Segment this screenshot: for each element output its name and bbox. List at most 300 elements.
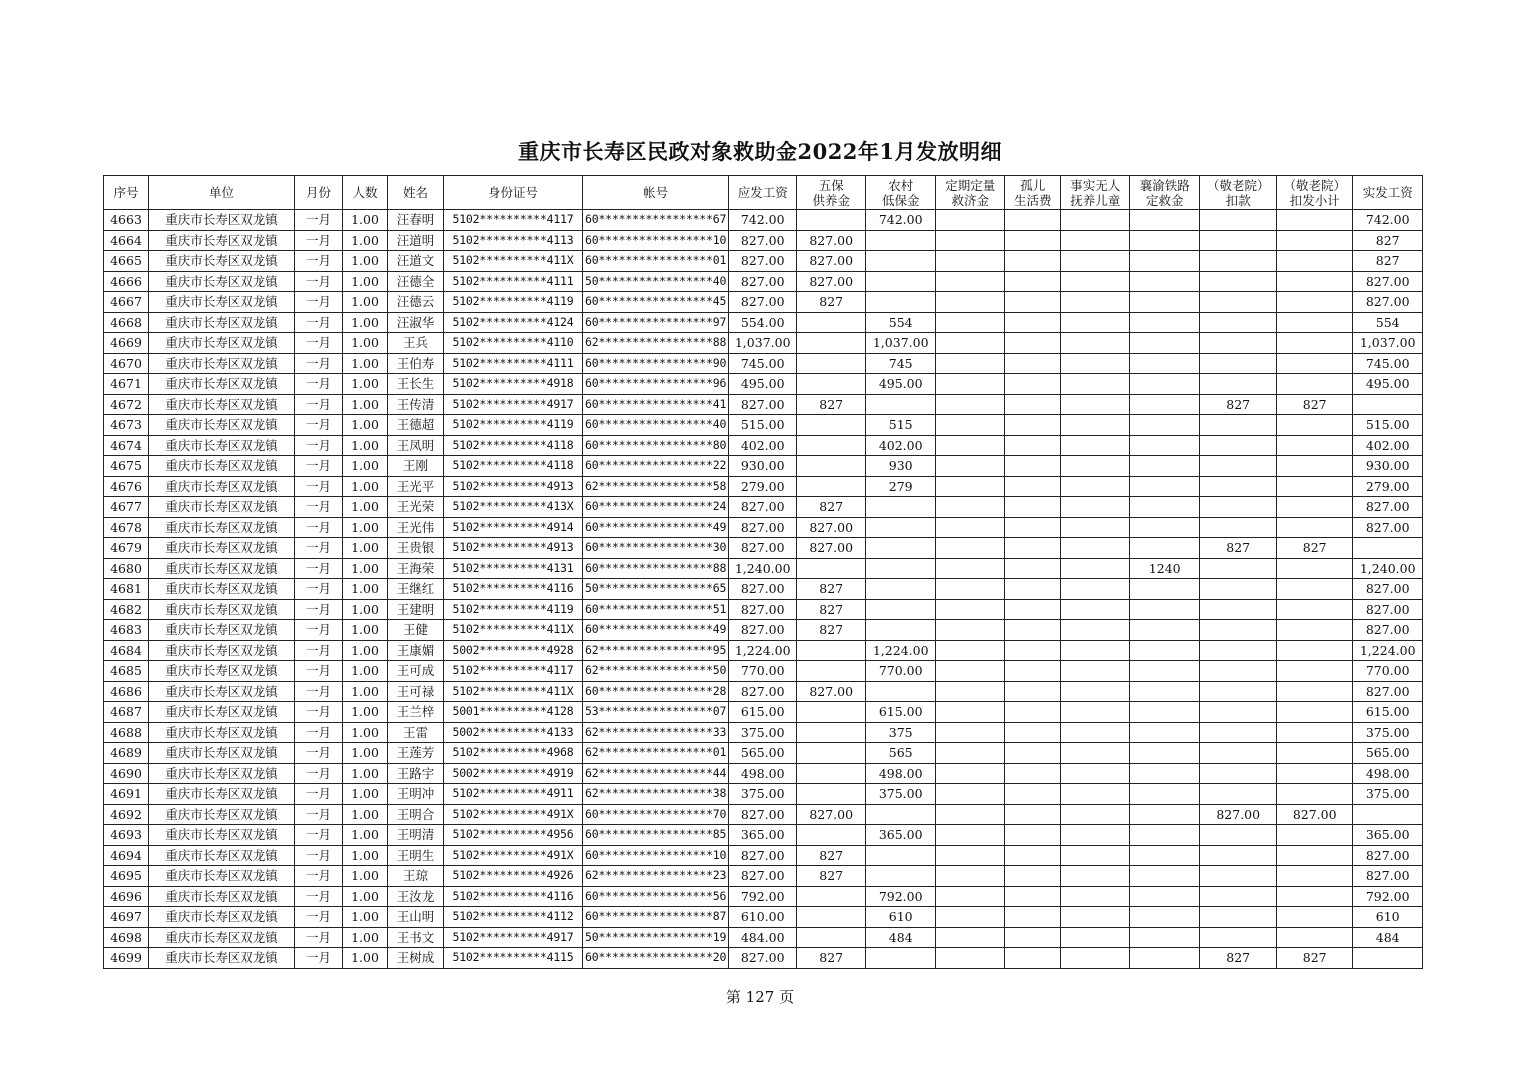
cell-col-actual-pay: 827.00 — [1353, 292, 1423, 313]
cell-col-month: 一月 — [295, 599, 343, 620]
cell-col-actual-pay: 402.00 — [1353, 435, 1423, 456]
cell-col-unit: 重庆市长寿区双龙镇 — [149, 517, 295, 538]
cell-col-payable: 827.00 — [729, 517, 797, 538]
cell-col-month: 一月 — [295, 558, 343, 579]
cell-col-unit: 重庆市长寿区双龙镇 — [149, 886, 295, 907]
cell-col-actual-pay: 375.00 — [1353, 784, 1423, 805]
cell-col-five-guarantee: 827.00 — [797, 804, 866, 825]
cell-col-count: 1.00 — [343, 394, 388, 415]
cell-col-month: 一月 — [295, 722, 343, 743]
cell-col-railway-relief — [1130, 599, 1200, 620]
cell-col-name: 王海荣 — [388, 558, 444, 579]
cell-col-five-guarantee: 827.00 — [797, 681, 866, 702]
cell-col-rural-subsistence: 375.00 — [866, 784, 936, 805]
cell-col-nursing-deduction — [1200, 210, 1277, 231]
cell-col-nursing-withheld — [1277, 251, 1353, 272]
cell-col-account: 60*****************10 — [583, 845, 729, 866]
cell-col-railway-relief — [1130, 312, 1200, 333]
cell-col-index: 4673 — [104, 415, 149, 436]
cell-col-orphan — [1005, 292, 1061, 313]
cell-col-orphan — [1005, 907, 1061, 928]
cell-col-unit: 重庆市长寿区双龙镇 — [149, 620, 295, 641]
cell-col-id-number: 5102**********411X — [444, 620, 583, 641]
table-row — [104, 312, 1423, 333]
cell-col-nursing-deduction — [1200, 907, 1277, 928]
cell-col-nursing-deduction — [1200, 620, 1277, 641]
cell-col-rural-subsistence: 565 — [866, 743, 936, 764]
cell-col-count: 1.00 — [343, 763, 388, 784]
cell-col-unit: 重庆市长寿区双龙镇 — [149, 763, 295, 784]
cell-col-index: 4689 — [104, 743, 149, 764]
cell-col-nursing-withheld — [1277, 210, 1353, 231]
cell-col-name: 王明清 — [388, 825, 444, 846]
cell-col-name: 王光平 — [388, 476, 444, 497]
cell-col-unsupported-child — [1061, 661, 1130, 682]
cell-col-unsupported-child — [1061, 558, 1130, 579]
cell-col-unit: 重庆市长寿区双龙镇 — [149, 415, 295, 436]
cell-col-account: 50*****************19 — [583, 927, 729, 948]
cell-col-account: 60*****************97 — [583, 312, 729, 333]
cell-col-name: 王伯寿 — [388, 353, 444, 374]
cell-col-five-guarantee: 827 — [797, 497, 866, 518]
cell-col-nursing-deduction — [1200, 927, 1277, 948]
cell-col-unit: 重庆市长寿区双龙镇 — [149, 579, 295, 600]
cell-col-rural-subsistence: 515 — [866, 415, 936, 436]
table-row — [104, 435, 1423, 456]
cell-col-unsupported-child — [1061, 333, 1130, 354]
cell-col-fixed-relief — [936, 476, 1005, 497]
cell-col-index: 4690 — [104, 763, 149, 784]
cell-col-actual-pay: 498.00 — [1353, 763, 1423, 784]
cell-col-account: 60*****************80 — [583, 435, 729, 456]
cell-col-rural-subsistence: 770.00 — [866, 661, 936, 682]
cell-col-account: 62*****************33 — [583, 722, 729, 743]
column-header-col-payable: 应发工资 — [729, 176, 797, 210]
cell-col-unsupported-child — [1061, 845, 1130, 866]
cell-col-month: 一月 — [295, 886, 343, 907]
cell-col-nursing-withheld — [1277, 763, 1353, 784]
cell-col-account: 62*****************38 — [583, 784, 729, 805]
table-row — [104, 886, 1423, 907]
cell-col-railway-relief — [1130, 702, 1200, 723]
cell-col-month: 一月 — [295, 661, 343, 682]
cell-col-actual-pay: 1,240.00 — [1353, 558, 1423, 579]
cell-col-name: 汪淑华 — [388, 312, 444, 333]
cell-col-railway-relief — [1130, 804, 1200, 825]
cell-col-fixed-relief — [936, 702, 1005, 723]
cell-col-nursing-withheld — [1277, 435, 1353, 456]
cell-col-orphan — [1005, 271, 1061, 292]
cell-col-actual-pay: 565.00 — [1353, 743, 1423, 764]
cell-col-unit: 重庆市长寿区双龙镇 — [149, 538, 295, 559]
cell-col-name: 王明生 — [388, 845, 444, 866]
cell-col-count: 1.00 — [343, 722, 388, 743]
column-header-col-id-number: 身份证号 — [444, 176, 583, 210]
cell-col-unsupported-child — [1061, 230, 1130, 251]
cell-col-railway-relief — [1130, 415, 1200, 436]
cell-col-actual-pay — [1353, 538, 1423, 559]
cell-col-rural-subsistence — [866, 230, 936, 251]
cell-col-id-number: 5002**********4133 — [444, 722, 583, 743]
cell-col-name: 王光荣 — [388, 497, 444, 518]
cell-col-count: 1.00 — [343, 210, 388, 231]
cell-col-account: 60*****************51 — [583, 599, 729, 620]
cell-col-railway-relief — [1130, 394, 1200, 415]
cell-col-count: 1.00 — [343, 558, 388, 579]
cell-col-payable: 827.00 — [729, 948, 797, 969]
cell-col-railway-relief — [1130, 292, 1200, 313]
cell-col-nursing-deduction — [1200, 558, 1277, 579]
cell-col-fixed-relief — [936, 907, 1005, 928]
cell-col-nursing-withheld — [1277, 599, 1353, 620]
cell-col-fixed-relief — [936, 681, 1005, 702]
table-row — [104, 415, 1423, 436]
cell-col-index: 4677 — [104, 497, 149, 518]
cell-col-nursing-withheld — [1277, 784, 1353, 805]
column-header-col-nursing-withheld: （敬老院） 扣发小计 — [1277, 176, 1353, 210]
cell-col-month: 一月 — [295, 927, 343, 948]
cell-col-orphan — [1005, 804, 1061, 825]
cell-col-nursing-withheld — [1277, 476, 1353, 497]
cell-col-payable: 827.00 — [729, 579, 797, 600]
cell-col-railway-relief — [1130, 661, 1200, 682]
cell-col-actual-pay: 515.00 — [1353, 415, 1423, 436]
cell-col-actual-pay: 827.00 — [1353, 599, 1423, 620]
cell-col-unsupported-child — [1061, 292, 1130, 313]
cell-col-railway-relief — [1130, 866, 1200, 887]
cell-col-actual-pay — [1353, 394, 1423, 415]
cell-col-payable: 827.00 — [729, 497, 797, 518]
cell-col-unit: 重庆市长寿区双龙镇 — [149, 907, 295, 928]
cell-col-nursing-deduction — [1200, 845, 1277, 866]
cell-col-index: 4681 — [104, 579, 149, 600]
cell-col-name: 王树成 — [388, 948, 444, 969]
column-header-col-railway-relief: 襄渝铁路 定救金 — [1130, 176, 1200, 210]
cell-col-count: 1.00 — [343, 230, 388, 251]
cell-col-count: 1.00 — [343, 640, 388, 661]
cell-col-unsupported-child — [1061, 251, 1130, 272]
cell-col-actual-pay: 279.00 — [1353, 476, 1423, 497]
cell-col-name: 王山明 — [388, 907, 444, 928]
cell-col-payable: 402.00 — [729, 435, 797, 456]
cell-col-payable: 365.00 — [729, 825, 797, 846]
cell-col-unsupported-child — [1061, 415, 1130, 436]
cell-col-count: 1.00 — [343, 743, 388, 764]
cell-col-name: 王明冲 — [388, 784, 444, 805]
table-row — [104, 476, 1423, 497]
table-row — [104, 251, 1423, 272]
cell-col-account: 60*****************56 — [583, 886, 729, 907]
cell-col-actual-pay: 742.00 — [1353, 210, 1423, 231]
cell-col-orphan — [1005, 497, 1061, 518]
cell-col-index: 4674 — [104, 435, 149, 456]
cell-col-unit: 重庆市长寿区双龙镇 — [149, 271, 295, 292]
cell-col-actual-pay: 827.00 — [1353, 271, 1423, 292]
cell-col-name: 王贵银 — [388, 538, 444, 559]
cell-col-name: 汪德全 — [388, 271, 444, 292]
cell-col-payable: 498.00 — [729, 763, 797, 784]
cell-col-five-guarantee — [797, 661, 866, 682]
cell-col-five-guarantee — [797, 743, 866, 764]
cell-col-name: 王琼 — [388, 866, 444, 887]
cell-col-nursing-deduction — [1200, 640, 1277, 661]
cell-col-id-number: 5102**********4113 — [444, 230, 583, 251]
cell-col-rural-subsistence: 742.00 — [866, 210, 936, 231]
cell-col-name: 王健 — [388, 620, 444, 641]
cell-col-id-number: 5102**********4118 — [444, 435, 583, 456]
cell-col-name: 王书文 — [388, 927, 444, 948]
cell-col-count: 1.00 — [343, 497, 388, 518]
cell-col-id-number: 5001**********4128 — [444, 702, 583, 723]
cell-col-id-number: 5102**********4914 — [444, 517, 583, 538]
cell-col-month: 一月 — [295, 620, 343, 641]
cell-col-nursing-withheld — [1277, 579, 1353, 600]
cell-col-id-number: 5102**********4119 — [444, 599, 583, 620]
cell-col-five-guarantee — [797, 312, 866, 333]
cell-col-nursing-withheld: 827 — [1277, 394, 1353, 415]
cell-col-orphan — [1005, 353, 1061, 374]
table-row — [104, 804, 1423, 825]
cell-col-rural-subsistence — [866, 558, 936, 579]
cell-col-id-number: 5102**********4913 — [444, 476, 583, 497]
cell-col-unsupported-child — [1061, 681, 1130, 702]
cell-col-five-guarantee — [797, 476, 866, 497]
cell-col-index: 4697 — [104, 907, 149, 928]
cell-col-nursing-withheld — [1277, 845, 1353, 866]
cell-col-railway-relief — [1130, 948, 1200, 969]
cell-col-month: 一月 — [295, 784, 343, 805]
cell-col-orphan — [1005, 333, 1061, 354]
cell-col-rural-subsistence — [866, 599, 936, 620]
cell-col-account: 50*****************65 — [583, 579, 729, 600]
cell-col-orphan — [1005, 251, 1061, 272]
cell-col-rural-subsistence — [866, 866, 936, 887]
table-row — [104, 333, 1423, 354]
column-header-col-index: 序号 — [104, 176, 149, 210]
cell-col-orphan — [1005, 866, 1061, 887]
cell-col-month: 一月 — [295, 251, 343, 272]
cell-col-rural-subsistence: 365.00 — [866, 825, 936, 846]
cell-col-id-number: 5102**********4968 — [444, 743, 583, 764]
cell-col-month: 一月 — [295, 804, 343, 825]
cell-col-id-number: 5102**********4131 — [444, 558, 583, 579]
cell-col-index: 4699 — [104, 948, 149, 969]
cell-col-month: 一月 — [295, 312, 343, 333]
cell-col-nursing-withheld — [1277, 497, 1353, 518]
cell-col-unit: 重庆市长寿区双龙镇 — [149, 497, 295, 518]
table-row — [104, 702, 1423, 723]
cell-col-unsupported-child — [1061, 927, 1130, 948]
cell-col-five-guarantee — [797, 640, 866, 661]
cell-col-nursing-deduction — [1200, 866, 1277, 887]
cell-col-fixed-relief — [936, 661, 1005, 682]
cell-col-actual-pay: 827.00 — [1353, 866, 1423, 887]
cell-col-actual-pay: 610 — [1353, 907, 1423, 928]
cell-col-orphan — [1005, 784, 1061, 805]
cell-col-orphan — [1005, 517, 1061, 538]
cell-col-nursing-withheld — [1277, 825, 1353, 846]
cell-col-nursing-withheld — [1277, 271, 1353, 292]
cell-col-unsupported-child — [1061, 948, 1130, 969]
cell-col-payable: 495.00 — [729, 374, 797, 395]
cell-col-fixed-relief — [936, 579, 1005, 600]
cell-col-actual-pay: 827.00 — [1353, 620, 1423, 641]
cell-col-payable: 1,037.00 — [729, 333, 797, 354]
table-body — [104, 210, 1423, 969]
cell-col-account: 60*****************22 — [583, 456, 729, 477]
cell-col-month: 一月 — [295, 845, 343, 866]
cell-col-actual-pay: 1,037.00 — [1353, 333, 1423, 354]
cell-col-index: 4680 — [104, 558, 149, 579]
cell-col-count: 1.00 — [343, 804, 388, 825]
cell-col-payable: 484.00 — [729, 927, 797, 948]
cell-col-orphan — [1005, 620, 1061, 641]
cell-col-nursing-deduction — [1200, 292, 1277, 313]
cell-col-account: 62*****************58 — [583, 476, 729, 497]
cell-col-railway-relief — [1130, 251, 1200, 272]
cell-col-name: 汪德云 — [388, 292, 444, 313]
cell-col-index: 4664 — [104, 230, 149, 251]
cell-col-count: 1.00 — [343, 784, 388, 805]
cell-col-nursing-withheld — [1277, 374, 1353, 395]
cell-col-nursing-withheld: 827 — [1277, 948, 1353, 969]
cell-col-nursing-withheld — [1277, 886, 1353, 907]
table-row — [104, 722, 1423, 743]
table-row — [104, 681, 1423, 702]
cell-col-nursing-deduction — [1200, 784, 1277, 805]
cell-col-unsupported-child — [1061, 743, 1130, 764]
cell-col-unit: 重庆市长寿区双龙镇 — [149, 784, 295, 805]
cell-col-payable: 745.00 — [729, 353, 797, 374]
cell-col-unit: 重庆市长寿区双龙镇 — [149, 825, 295, 846]
cell-col-five-guarantee: 827.00 — [797, 517, 866, 538]
cell-col-rural-subsistence: 402.00 — [866, 435, 936, 456]
table-row — [104, 743, 1423, 764]
cell-col-unit: 重庆市长寿区双龙镇 — [149, 681, 295, 702]
cell-col-rural-subsistence: 375 — [866, 722, 936, 743]
cell-col-fixed-relief — [936, 886, 1005, 907]
cell-col-unsupported-child — [1061, 538, 1130, 559]
cell-col-nursing-withheld — [1277, 661, 1353, 682]
cell-col-unit: 重庆市长寿区双龙镇 — [149, 702, 295, 723]
cell-col-month: 一月 — [295, 763, 343, 784]
cell-col-payable: 827.00 — [729, 599, 797, 620]
cell-col-nursing-withheld — [1277, 640, 1353, 661]
cell-col-rural-subsistence — [866, 579, 936, 600]
cell-col-nursing-deduction — [1200, 415, 1277, 436]
cell-col-payable: 930.00 — [729, 456, 797, 477]
table-row — [104, 353, 1423, 374]
cell-col-actual-pay: 1,224.00 — [1353, 640, 1423, 661]
cell-col-nursing-withheld — [1277, 415, 1353, 436]
cell-col-rural-subsistence — [866, 251, 936, 272]
cell-col-index: 4686 — [104, 681, 149, 702]
cell-col-count: 1.00 — [343, 661, 388, 682]
table-row — [104, 558, 1423, 579]
cell-col-id-number: 5102**********4911 — [444, 784, 583, 805]
cell-col-index: 4693 — [104, 825, 149, 846]
cell-col-payable: 827.00 — [729, 394, 797, 415]
cell-col-five-guarantee — [797, 907, 866, 928]
cell-col-id-number: 5002**********4928 — [444, 640, 583, 661]
cell-col-fixed-relief — [936, 312, 1005, 333]
cell-col-month: 一月 — [295, 579, 343, 600]
cell-col-rural-subsistence — [866, 292, 936, 313]
table-row — [104, 948, 1423, 969]
cell-col-payable: 615.00 — [729, 702, 797, 723]
cell-col-orphan — [1005, 948, 1061, 969]
cell-col-unsupported-child — [1061, 517, 1130, 538]
cell-col-unsupported-child — [1061, 620, 1130, 641]
cell-col-nursing-deduction — [1200, 579, 1277, 600]
cell-col-fixed-relief — [936, 558, 1005, 579]
cell-col-payable: 827.00 — [729, 866, 797, 887]
cell-col-account: 60*****************96 — [583, 374, 729, 395]
cell-col-id-number: 5102**********4918 — [444, 374, 583, 395]
cell-col-orphan — [1005, 374, 1061, 395]
cell-col-nursing-withheld — [1277, 866, 1353, 887]
cell-col-name: 王路宇 — [388, 763, 444, 784]
table-row — [104, 599, 1423, 620]
cell-col-nursing-withheld — [1277, 722, 1353, 743]
cell-col-railway-relief — [1130, 476, 1200, 497]
cell-col-month: 一月 — [295, 271, 343, 292]
cell-col-unit: 重庆市长寿区双龙镇 — [149, 210, 295, 231]
cell-col-five-guarantee: 827 — [797, 620, 866, 641]
cell-col-nursing-withheld — [1277, 312, 1353, 333]
cell-col-name: 王建明 — [388, 599, 444, 620]
cell-col-fixed-relief — [936, 394, 1005, 415]
cell-col-id-number: 5102**********4116 — [444, 886, 583, 907]
cell-col-five-guarantee — [797, 702, 866, 723]
cell-col-month: 一月 — [295, 538, 343, 559]
cell-col-count: 1.00 — [343, 456, 388, 477]
cell-col-count: 1.00 — [343, 825, 388, 846]
cell-col-payable: 610.00 — [729, 907, 797, 928]
cell-col-actual-pay — [1353, 804, 1423, 825]
cell-col-unsupported-child — [1061, 353, 1130, 374]
cell-col-orphan — [1005, 845, 1061, 866]
cell-col-id-number: 5102**********4956 — [444, 825, 583, 846]
cell-col-id-number: 5102**********4112 — [444, 907, 583, 928]
cell-col-orphan — [1005, 558, 1061, 579]
table-row — [104, 640, 1423, 661]
cell-col-five-guarantee — [797, 825, 866, 846]
cell-col-unit: 重庆市长寿区双龙镇 — [149, 948, 295, 969]
cell-col-five-guarantee: 827 — [797, 866, 866, 887]
cell-col-five-guarantee: 827.00 — [797, 538, 866, 559]
cell-col-count: 1.00 — [343, 927, 388, 948]
cell-col-rural-subsistence — [866, 517, 936, 538]
cell-col-index: 4691 — [104, 784, 149, 805]
cell-col-orphan — [1005, 579, 1061, 600]
cell-col-account: 60*****************41 — [583, 394, 729, 415]
cell-col-unsupported-child — [1061, 763, 1130, 784]
cell-col-fixed-relief — [936, 292, 1005, 313]
cell-col-unsupported-child — [1061, 456, 1130, 477]
cell-col-nursing-withheld — [1277, 620, 1353, 641]
cell-col-orphan — [1005, 722, 1061, 743]
cell-col-account: 50*****************40 — [583, 271, 729, 292]
cell-col-railway-relief — [1130, 640, 1200, 661]
cell-col-fixed-relief — [936, 271, 1005, 292]
cell-col-count: 1.00 — [343, 435, 388, 456]
cell-col-count: 1.00 — [343, 702, 388, 723]
cell-col-nursing-withheld — [1277, 517, 1353, 538]
cell-col-count: 1.00 — [343, 907, 388, 928]
cell-col-unsupported-child — [1061, 825, 1130, 846]
cell-col-account: 62*****************95 — [583, 640, 729, 661]
